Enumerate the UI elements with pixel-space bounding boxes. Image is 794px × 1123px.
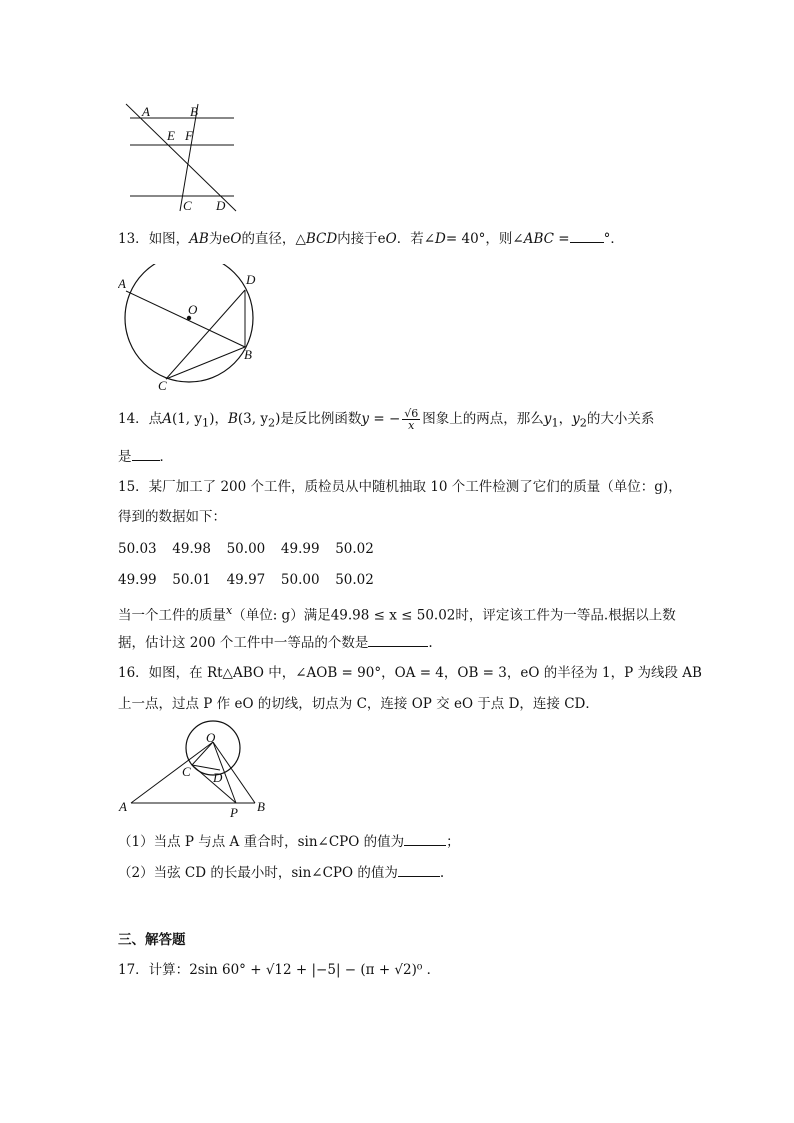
answer-blank bbox=[570, 228, 604, 243]
figure-parallel-lines bbox=[118, 98, 248, 216]
label-O: O bbox=[188, 302, 198, 317]
label-B: B bbox=[190, 104, 198, 119]
label-E: E bbox=[167, 128, 175, 143]
question-16-sub2: （2）当弦 CD 的长最小时，sin∠CPO 的值为 . bbox=[118, 862, 444, 883]
question-16: 16．如图，在 Rt△ABO 中，∠AOB = 90°，OA = 4，OB = 3，eO 的半径为 1，P 为线段 AB bbox=[118, 665, 702, 681]
label-O: O bbox=[206, 730, 216, 745]
q13-number: 13． bbox=[118, 231, 149, 247]
section-heading: 三、解答题 bbox=[118, 932, 186, 948]
question-15-line2: 得到的数据如下： bbox=[118, 509, 226, 525]
data-row-1: 50.03 49.98 50.00 49.99 50.02 bbox=[118, 541, 374, 557]
label-D: D bbox=[246, 272, 256, 287]
label-D: D bbox=[216, 198, 226, 213]
question-14-line2: 是 ． bbox=[118, 446, 173, 467]
label-B: B bbox=[244, 347, 252, 362]
label-P: P bbox=[230, 805, 238, 820]
figure-triangle-q16 bbox=[118, 720, 278, 820]
data-row-2: 49.99 50.01 49.97 50.00 50.02 bbox=[118, 572, 374, 588]
label-B: B bbox=[257, 799, 265, 814]
label-A: A bbox=[119, 799, 127, 814]
fraction: $\frac{√6}{x}$ bbox=[404, 407, 419, 432]
label-F: F bbox=[185, 128, 193, 143]
question-17: 17．计算：2sin 60° + √12 + |−5| − (π + √2)⁰ ． bbox=[118, 962, 441, 978]
label-C: C bbox=[182, 764, 191, 779]
label-A: A bbox=[118, 276, 126, 291]
question-16-sub1: （1）当点 P 与点 A 重合时，sin∠CPO 的值为 ； bbox=[118, 831, 460, 852]
label-A: A bbox=[142, 104, 150, 119]
answer-blank bbox=[404, 831, 446, 846]
figure-circle-q13 bbox=[118, 264, 268, 394]
label-C: C bbox=[183, 198, 192, 213]
label-C: C bbox=[158, 378, 167, 393]
answer-blank bbox=[398, 862, 440, 877]
answer-blank bbox=[368, 632, 428, 647]
question-16-line2: 上一点，过点 P 作 eO 的切线，切点为 C，连接 OP 交 eO 于点 D，连接 CD． bbox=[118, 696, 599, 712]
question-15: 15．某厂加工了 200 个工件，质检员从中随机抽取 10 个工件检测了它们的质量（单位：g)， bbox=[118, 479, 682, 495]
answer-blank bbox=[132, 446, 160, 461]
question-14: 14．点A(1, $y_1$)，B(3, $y_2$)是反比例函数y = − $\frac{√6}{x}$ 图象上的两点，那么$y_1$，$y_2$的大小关系 bbox=[118, 407, 655, 432]
question-13: 13．如图，AB为eO的直径，△BCD内接于eO．若∠D= 40°，则∠ABC = °． bbox=[118, 228, 624, 249]
question-15-line5: 当一个工件的质量$^x$（单位: g）满足49.98 ≤ x ≤ 50.02时，评定该工件为一等品.根据以上数 bbox=[118, 604, 676, 624]
question-15-line6: 据，估计这 200 个工件中一等品的个数是 . bbox=[118, 632, 433, 653]
label-D: D bbox=[213, 770, 223, 785]
